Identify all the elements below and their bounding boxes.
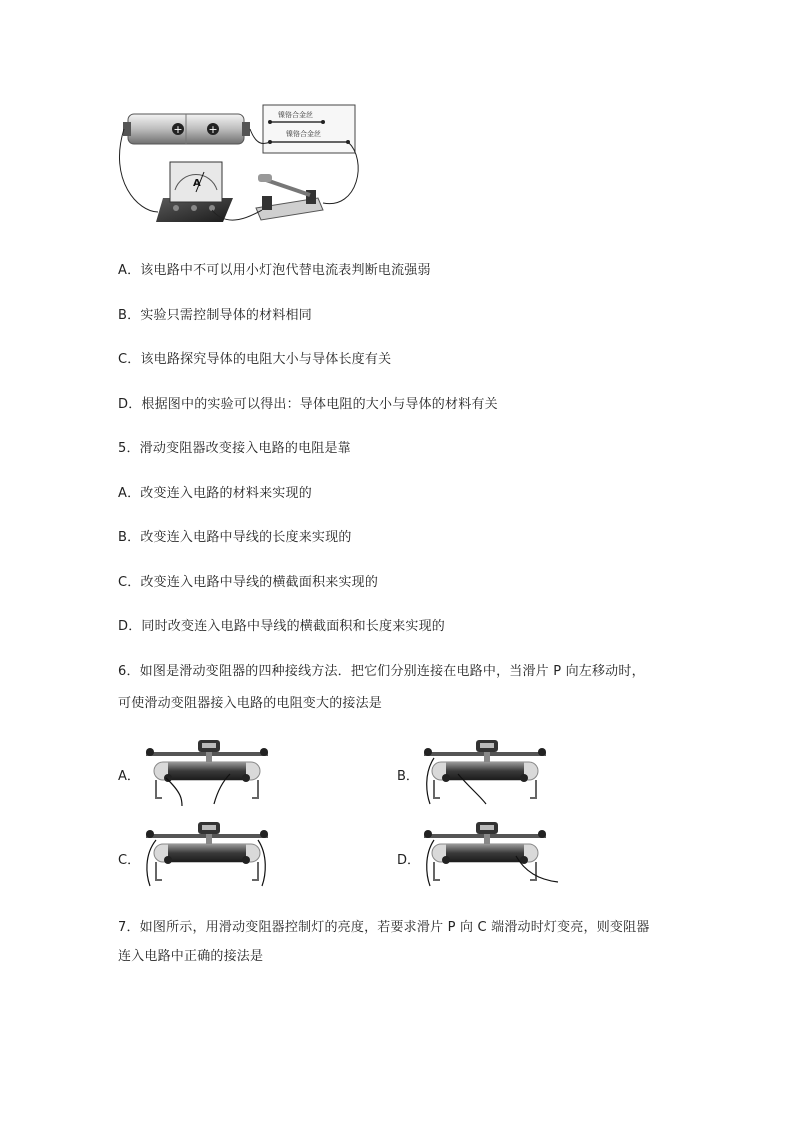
wire-label-2: 镍铬合金丝 bbox=[286, 130, 321, 138]
q5-option-a: A．改变连入电路的材料来实现的 bbox=[118, 486, 312, 501]
q6-stem-line-2: 可使滑动变阻器接入电路的电阻变大的接法是 bbox=[118, 696, 383, 711]
rheostat-figure-b bbox=[420, 738, 555, 806]
resistance-wire-board bbox=[263, 105, 355, 153]
q5-option-d: D．同时改变连入电路中导线的横截面积和长度来实现的 bbox=[118, 619, 446, 634]
svg-text:+: + bbox=[173, 123, 183, 136]
rheostat-figure-d bbox=[420, 820, 560, 888]
q6-choice-d-label: D． bbox=[397, 853, 421, 868]
svg-text:+: + bbox=[208, 123, 218, 136]
q6-stem-line-1: 6．如图是滑动变阻器的四种接线方法．把它们分别连接在电路中，当滑片 P 向左移动时， bbox=[118, 664, 645, 679]
ammeter bbox=[156, 162, 233, 222]
q4-option-b: B．实验只需控制导体的材料相同 bbox=[118, 308, 312, 323]
q4-option-a: A．该电路中不可以用小灯泡代替电流表判断电流强弱 bbox=[118, 263, 431, 278]
circuit-figure bbox=[118, 100, 363, 235]
q4-option-c: C．该电路探究导体的电阻大小与导体长度有关 bbox=[118, 352, 392, 367]
q6-choice-a-label: A． bbox=[118, 769, 140, 784]
meter-letter: A bbox=[193, 178, 201, 189]
q5-option-b: B．改变连入电路中导线的长度来实现的 bbox=[118, 530, 352, 545]
q5-option-c: C．改变连入电路中导线的横截面积来实现的 bbox=[118, 575, 379, 590]
wire-label-1: 镍铬合金丝 bbox=[278, 111, 313, 119]
q5-stem: 5．滑动变阻器改变接入电路的电阻是靠 bbox=[118, 441, 351, 456]
battery-pack bbox=[123, 114, 250, 144]
knife-switch bbox=[256, 174, 323, 220]
rheostat-figure-a bbox=[142, 738, 272, 806]
q7-stem-line-2: 连入电路中正确的接法是 bbox=[118, 949, 264, 964]
q6-choice-c-label: C． bbox=[118, 853, 141, 868]
q7-stem-line-1: 7．如图所示，用滑动变阻器控制灯的亮度，若要求滑片 P 向 C 端滑动时灯变亮，则变阻器 bbox=[118, 920, 650, 935]
q4-option-d: D．根据图中的实验可以得出：导体电阻的大小与导体的材料有关 bbox=[118, 397, 498, 412]
q6-choice-b-label: B． bbox=[397, 769, 419, 784]
rheostat-figure-c bbox=[142, 820, 272, 888]
